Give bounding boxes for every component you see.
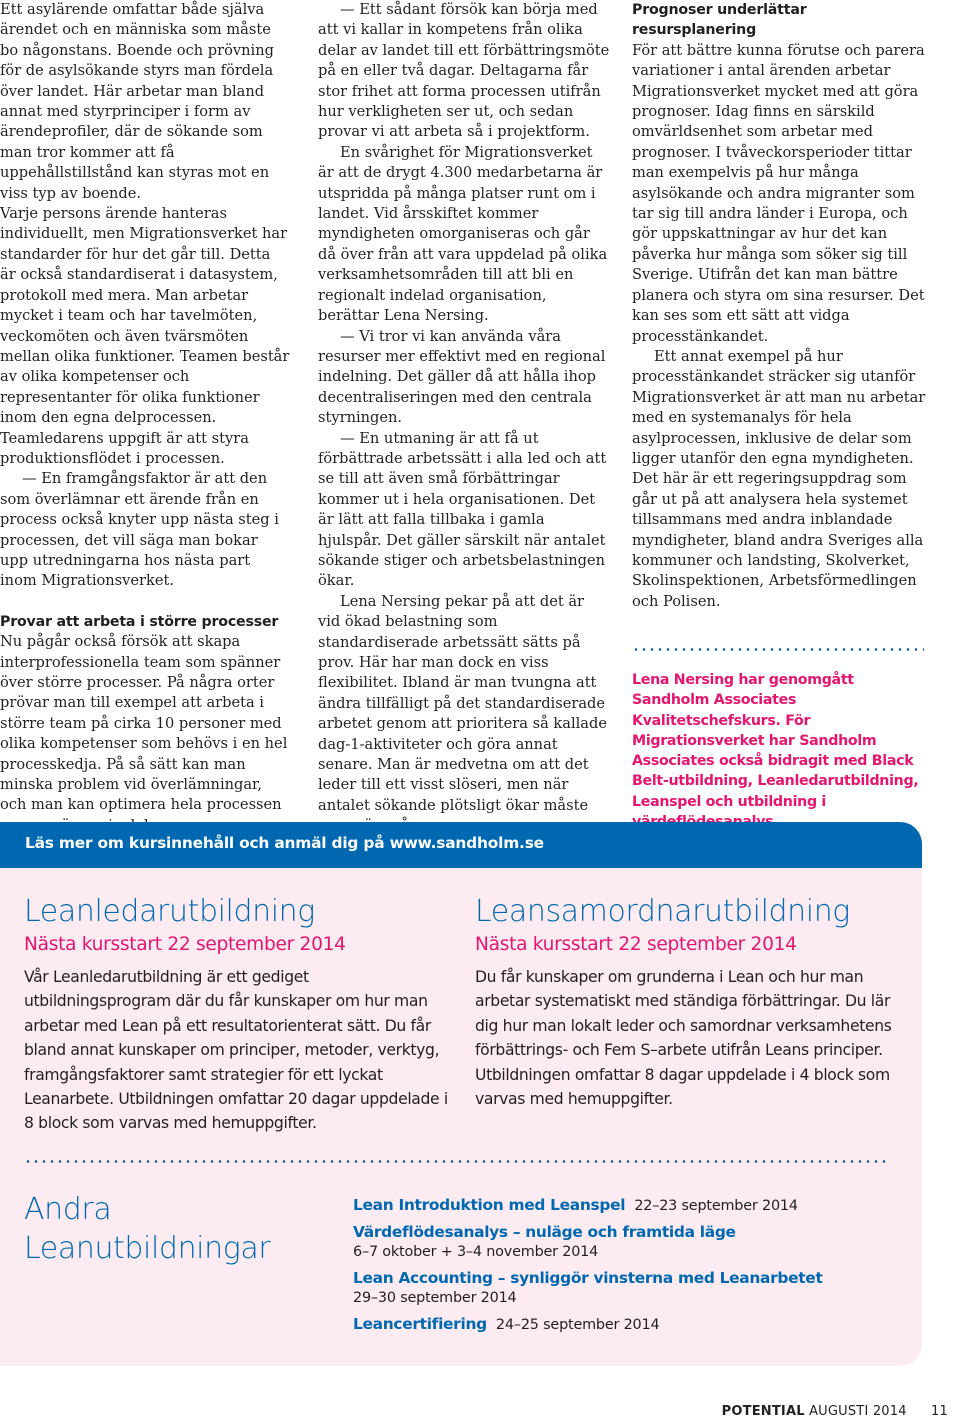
course-item-date: 24–25 september 2014 [495,1317,660,1333]
paragraph: — En framgångsfaktor är att den som överlämnar ett ärende från en process också knyter upp nästa steg i processen, det vill säga man bokar upp utredningarna hos nästa part inom Migrationsverket. [0,470,279,590]
paragraph: Lena Nersing pekar på att det är vid ökad belastning som standardiserade arbetssätt sätts på prov. Här har man dock en viss flexibilitet. Ibland är man tvungna att ändra tillfälligt på det standardiserade arbetet genom att prioritera så kallade dag-1-aktiviteter och göra annat senare. Man är medvetna om att det leder till ett visst slöseri, men när antalet sökande plötsligt ökar måste [318,592,607,814]
other-courses-title-line: Andra [24,1192,112,1227]
paragraph: Ett annat exempel på hur processtänkandet sträcker sig utanför Migrationsverket är att man nu arbetar med en systemanalys för hela asylprocessen, inklusive de delar som ligger utanför den egna myndigheten. Det här är ett regeringsuppdrag som går ut på att analysera hela systemet tillsammans med andra inblandade myndigheter, bland andra Sveriges alla kommuner och landsting, Skolverket, Skolinspektionen, Arbetsförmedlingen och Polisen. [632,347,926,610]
paragraph: — Ett sådant försök kan börja med att vi kallar in kompetens från olika delar av landet till ett förbättringsmöte på en eller två dagar. Deltagarna får stor frihet att forma processen utifrån hur verkligheten ser ut, och sedan provar vi att arbeta så i projektform. [318,1,610,141]
course-item-title: Lean Accounting – synliggör vinsterna med Leanarbetet [353,1269,823,1287]
course-start-date: Nästa kursstart 22 september 2014 [475,934,797,955]
course-description: Vår Leanledarutbildning är ett gediget utbildningsprogram där du får kunskaper om hur man arbetar med Lean på ett resultatorienterat sätt. Du får bland annat kunskaper om principer, metoder, verktyg, framgångsfaktorer samt strategier för ett lyckat Leanarbete. Utbildningen omfattar 20 dagar uppdelade i 8 block som varvas med hemuppgifter. [24,968,448,1133]
dotted-divider [24,1160,886,1163]
other-courses-title-line: Leanutbildningar [24,1231,271,1266]
course-title: Leanledarutbildning [24,894,315,929]
promo-text: Lena Nersing har genomgått Sandholm Associates Kvalitetschefskurs. För Migrationsverket har Sandholm Associates också bidragit med Black Belt-utbildning, Leanledarutbildning, Leanspel och utbildning i [632,672,919,810]
course-start-date: Nästa kursstart 22 september 2014 [24,934,346,955]
section-heading: Prognoser underlättar resursplanering [632,2,807,39]
paragraph: För att bättre kunna förutse och parera variationer i antal ärenden arbetar Migrationsverket mycket med att göra prognoser. Idag finns en särskild omvärldsenhet som arbetar med prognoser. I tvåveckorsperioder tittar man exempelvis på hur många asylsökande och andra migranter som tar sig till andra länder i Europa, och gör uppskattningar av hur det kan påverka hur många som söker sig till Sverige. Utifrån det kan man bättre planera och styra om sina resurser. Det kan ses som ett sätt att vidga processtänkandet. [632,41,925,345]
article-column-1 [0,0,290,836]
course-item-date: 29–30 september 2014 [353,1290,517,1306]
paragraph: Nu pågår också försök att skapa interprofessionella team som spänner över större processer. På några orter prövar man till exempel att arbeta i större team på cirka 10 personer med olika kompetenser som behövs i en hel processkedja. På så sätt kan man minska problem vid överlämningar, och man kan optimera hela processen [0,633,288,814]
course-item[interactable] [353,1195,913,1216]
course-description: Du får kunskaper om grunderna i Lean och hur man arbetar systematiskt med ständiga förbättringar. Du lär dig hur man lokalt leder och samordnar verksamhetens förbättrings- och Fem S–arbete utifrån Leans principer. Utbildningen omfattar 8 dagar uppdelade i 4 block som varvas med hemuppgifter. [475,968,892,1109]
ad-banner[interactable] [0,822,922,868]
page-number: 11 [931,1404,948,1419]
section-heading: Provar att arbeta i större processer [0,613,279,630]
course-title: Leansamordnarutbildning [475,894,850,929]
other-courses-list [353,1195,913,1341]
issue-date: AUGUSTI 2014 [809,1404,907,1419]
article-column-3 [632,0,932,612]
paragraph: En svårighet för Migrationsverket är att de drygt 4.300 medarbetarna är utspridda på många platser runt om i landet. Vid årsskiftet kommer myndigheten omorganiseras och går då över från att vara uppdelad på olika verksamhetsområden till att bli en regionalt indelad organisation, berättar Lena Nersing. [318,143,608,325]
course-item-title: Lean Introduktion med Leanspel [353,1196,626,1214]
other-courses-title [24,1190,344,1268]
course-item-date: 6–7 oktober + 3–4 november 2014 [353,1244,599,1260]
course-item-date: 22–23 september 2014 [634,1198,798,1214]
course-item-title: Leancertifiering [353,1315,487,1333]
dotted-divider [632,648,924,651]
page-footer [722,1404,948,1419]
ad-banner-link[interactable]: Läs mer om kursinnehåll och anmäl dig på www.sandholm.se [25,834,544,852]
article-column-2 [318,0,610,837]
course-leansamordnarutbildning [475,894,915,1111]
course-item[interactable] [353,1314,913,1335]
paragraph: Ett asylärende omfattar både själva ärendet och en människa som måste bo någonstans. Boende och prövning för de asylsökande styrs man fördela över landet. Här arbetar man bland annat med styrprinciper i form av ärendeprofiler, där de sökande som man tror kommer att få uppehållstillstånd kan styras mot en viss typ av boende. [0,1,274,202]
course-item[interactable] [353,1268,913,1308]
course-item-title: Värdeflödesanalys – nuläge och framtida läge [353,1223,736,1241]
course-leanledarutbildning [24,894,454,1136]
paragraph: Varje persons ärende hanteras individuellt, men Migrationsverket har standarder för hur det går till. Detta är också standardiserat i datasystem, protokoll med mera. Man arbetar mycket i team och har tavelmöten, veckomöten och även tvärsmöten mellan olika funktioner. Teamen består av olika kompetenser och representanter för olika funktioner inom den egna delprocessen. Teamledarens uppgift är att styra produktionsflödet i processen. [0,205,290,467]
course-item[interactable] [353,1222,913,1262]
paragraph: — En utmaning är att få ut förbättrade arbetssätt i alla led och att se till att även små förbättringar kommer ut i hela organisationen. Det är lätt att falla tillbaka i gamla hjulspår. Det gäller särskilt när antalet sökande stiger och arbetsbelastningen ökar. [318,429,607,590]
paragraph: — Vi tror vi kan använda våra resurser mer effektivt med en regional indelning. Det gäller då att hålla ihop decentraliseringen med den centrala styrningen. [318,327,606,427]
magazine-name: POTENTIAL [721,1404,805,1419]
